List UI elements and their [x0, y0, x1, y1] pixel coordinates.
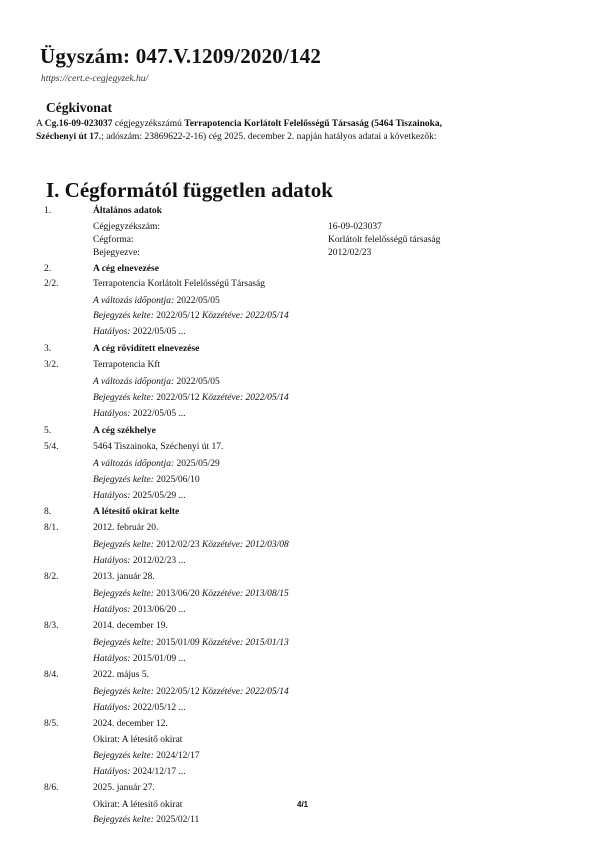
intro-connector: cégjegyzékszámú	[112, 119, 185, 129]
entry-detail-row	[93, 703, 186, 713]
entry-heading: A cég székhelye	[93, 426, 156, 436]
source-url: https://cert.e-cegjegyzek.hu/	[41, 74, 149, 84]
detail-value: 2025/05/29	[176, 459, 220, 469]
detail-label: A változás időpontja:	[93, 459, 175, 469]
detail-value: 2022/05/05 ...	[132, 409, 186, 419]
general-value: Korlátolt felelősségű társaság	[328, 235, 441, 245]
detail-value: 2025/06/10	[156, 475, 200, 485]
published-label: Közzétéve:	[201, 393, 244, 403]
entry-detail-row	[93, 815, 199, 825]
published-label: Közzétéve:	[201, 589, 244, 599]
detail-value: 2022/05/12	[156, 311, 200, 321]
detail-value: 2013/06/20 ...	[132, 605, 186, 615]
detail-label: Bejegyzés kelte:	[93, 815, 154, 825]
entry-detail-row	[93, 767, 186, 777]
general-label: Bejegyezve:	[93, 248, 140, 258]
company-address: Széchenyi út 17.	[36, 132, 102, 142]
entry-detail-row	[93, 556, 186, 566]
detail-value: 2022/05/12	[156, 393, 200, 403]
detail-label: Bejegyzés kelte:	[93, 540, 154, 550]
general-value: 2012/02/23	[328, 248, 372, 258]
general-label: Cégforma:	[93, 235, 134, 245]
detail-label: Hatályos:	[93, 654, 131, 664]
detail-value: 2022/05/12	[156, 687, 200, 697]
detail-value: 2024/12/17 ...	[132, 767, 186, 777]
entry-number: 3/2.	[44, 360, 59, 370]
entry-text: 2013. január 28.	[93, 572, 155, 582]
entry-heading: A cég rövidített elnevezése	[93, 344, 200, 354]
entry-text: Terrapotencia Kft	[93, 360, 161, 370]
intro-suffix: ; adószám: 23869622-2-16) cég 2025. december 2. napján hatályos adatai a következők:	[101, 132, 437, 142]
entry-text: 5464 Tiszainoka, Széchenyi út 17.	[93, 442, 224, 452]
detail-value: 2022/05/05 ...	[132, 327, 186, 337]
page-number: 4/1	[297, 800, 309, 809]
detail-label: A változás időpontja:	[93, 296, 175, 306]
registration-number: Cg.16-09-023037	[44, 119, 113, 129]
entry-number: 8/1.	[44, 523, 59, 533]
published-value: 2022/05/14	[245, 393, 289, 403]
detail-label: Hatályos:	[93, 556, 131, 566]
general-value: 16-09-023037	[328, 222, 382, 232]
published-value: 2015/01/13	[245, 638, 289, 648]
entry-number: 8/6.	[44, 783, 59, 793]
detail-label: Bejegyzés kelte:	[93, 393, 154, 403]
detail-value: 2025/05/29 ...	[132, 491, 186, 501]
detail-value: 2024/12/17	[156, 751, 200, 761]
detail-label: Bejegyzés kelte:	[93, 751, 154, 761]
detail-label: Bejegyzés kelte:	[93, 638, 154, 648]
entry-detail-row	[93, 687, 289, 697]
entry-text: Terrapotencia Korlátolt Felelősségű Társaság	[93, 279, 265, 289]
entry-text: 2012. február 20.	[93, 523, 159, 533]
entry-detail-row	[93, 296, 220, 306]
general-heading: Általános adatok	[93, 206, 162, 216]
detail-value: 2022/05/05	[176, 296, 220, 306]
entry-heading: A cég elnevezése	[93, 264, 159, 274]
extract-title: Cégkivonat	[46, 100, 113, 115]
company-name: Terrapotencia Korlátolt Felelősségű Társaság (5464 Tiszainoka,	[184, 119, 443, 129]
detail-value: 2012/02/23 ...	[132, 556, 186, 566]
entry-detail-row	[93, 638, 289, 648]
detail-value: 2022/05/05	[176, 377, 220, 387]
published-label: Közzétéve:	[201, 687, 244, 697]
entry-number: 2.	[44, 264, 52, 274]
entry-detail-row	[93, 751, 200, 761]
general-label: Cégjegyzékszám:	[93, 222, 161, 232]
entry-text: 2025. január 27.	[93, 783, 155, 793]
entry-detail-row	[93, 654, 186, 664]
entry-text: Okirat: A létesítő okirat	[93, 735, 183, 745]
entry-heading: A létesítő okirat kelte	[93, 507, 180, 517]
entry-number: 2/2.	[44, 279, 59, 289]
published-value: 2022/05/14	[245, 687, 289, 697]
detail-label: Hatályos:	[93, 703, 131, 713]
general-number: 1.	[44, 206, 52, 216]
entry-detail-row	[93, 311, 289, 321]
entry-detail-row	[93, 491, 186, 501]
entry-detail-row	[93, 327, 186, 337]
entry-detail-row	[93, 409, 186, 419]
published-value: 2013/08/15	[245, 589, 289, 599]
published-value: 2022/05/14	[245, 311, 289, 321]
detail-value: 2022/05/12 ...	[132, 703, 186, 713]
entry-detail-row	[93, 589, 289, 599]
entry-number: 8/2.	[44, 572, 59, 582]
detail-label: Hatályos:	[93, 327, 131, 337]
entry-text: 2022. május 5.	[93, 670, 149, 680]
entry-text: Okirat: A létesítő okirat	[93, 800, 183, 810]
entry-number: 8.	[44, 507, 52, 517]
detail-value: 2015/01/09	[156, 638, 200, 648]
entry-number: 8/5.	[44, 719, 59, 729]
entry-detail-row	[93, 475, 200, 485]
entry-detail-row	[93, 540, 289, 550]
detail-value: 2013/06/20	[156, 589, 200, 599]
published-label: Közzétéve:	[201, 540, 244, 550]
detail-label: Hatályos:	[93, 767, 131, 777]
intro-line-1	[36, 119, 442, 129]
published-label: Közzétéve:	[201, 311, 244, 321]
entry-number: 8/4.	[44, 670, 59, 680]
entry-detail-row	[93, 393, 289, 403]
entry-text: 2024. december 12.	[93, 719, 168, 729]
entry-detail-row	[93, 459, 220, 469]
detail-label: Hatályos:	[93, 409, 131, 419]
intro-line-2	[36, 132, 436, 142]
detail-label: Bejegyzés kelte:	[93, 589, 154, 599]
detail-label: A változás időpontja:	[93, 377, 175, 387]
detail-label: Hatályos:	[93, 605, 131, 615]
published-value: 2012/03/08	[245, 540, 289, 550]
entry-number: 3.	[44, 344, 52, 354]
entry-detail-row	[93, 605, 186, 615]
detail-label: Bejegyzés kelte:	[93, 311, 154, 321]
detail-label: Bejegyzés kelte:	[93, 475, 154, 485]
published-label: Közzétéve:	[201, 638, 244, 648]
entry-number: 5/4.	[44, 442, 59, 452]
detail-label: Hatályos:	[93, 491, 131, 501]
entry-number: 8/3.	[44, 621, 59, 631]
detail-value: 2012/02/23	[156, 540, 200, 550]
detail-label: Bejegyzés kelte:	[93, 687, 154, 697]
entry-detail-row	[93, 377, 220, 387]
section-title: I. Cégformától független adatok	[46, 178, 333, 202]
entry-text: 2014. december 19.	[93, 621, 168, 631]
intro-prefix: A	[36, 119, 45, 129]
case-number-title: Ügyszám: 047.V.1209/2020/142	[40, 44, 322, 68]
detail-value: 2015/01/09 ...	[132, 654, 186, 664]
detail-value: 2025/02/11	[156, 815, 200, 825]
entry-number: 5.	[44, 426, 52, 436]
